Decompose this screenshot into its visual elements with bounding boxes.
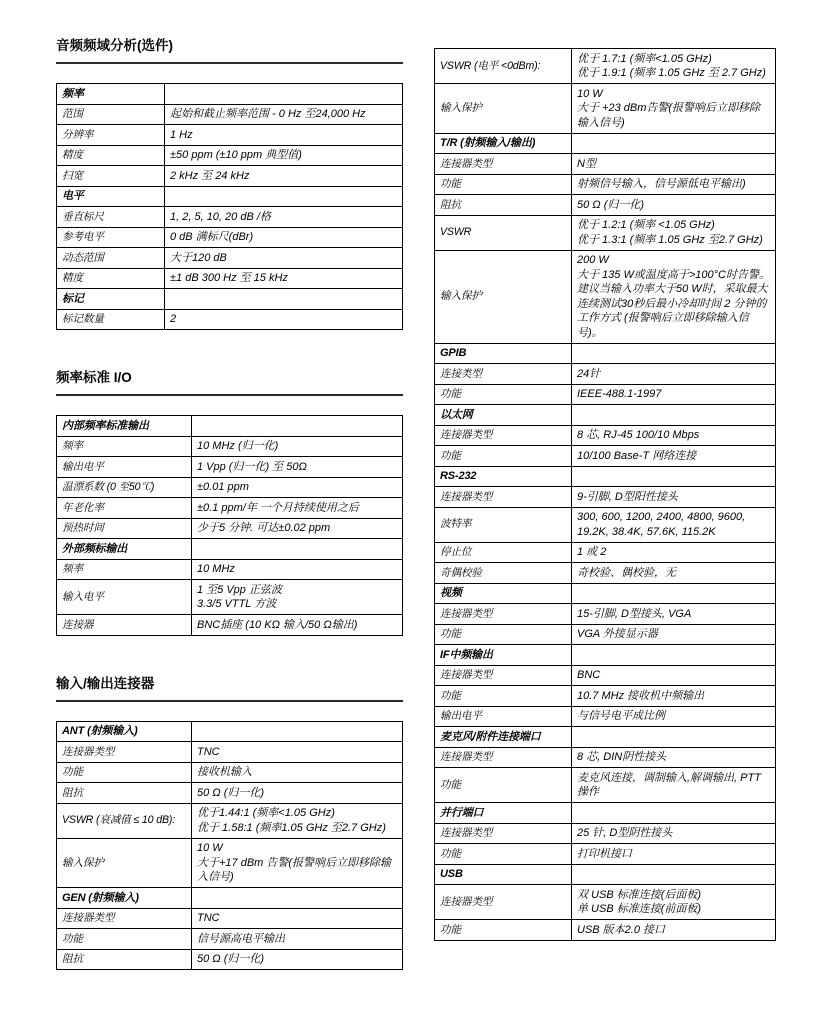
spec-value — [572, 844, 776, 865]
spec-label: 温漂系数 (0 至50℃) — [57, 477, 192, 498]
spec-value — [572, 384, 776, 405]
subsection-header-spacer — [572, 343, 776, 364]
spec-label: 连接器类型 — [435, 604, 572, 625]
spec-value — [572, 84, 776, 134]
spec-value — [572, 215, 776, 250]
subsection-header-label: 电平 — [57, 186, 165, 207]
spec-row — [435, 195, 776, 216]
spec-value — [192, 838, 403, 888]
spec-label: 连接器类型 — [435, 665, 572, 686]
spec-row — [435, 665, 776, 686]
subsection-header-spacer — [572, 583, 776, 604]
spec-value-line: 大于 135 W或温度高于>100°C时告警。建议当输入功率大于50 W时，采取最大连续测试30秒后最小冷却时间 2 分钟的工作方式 (报警响后立即移除输入信号)。 — [577, 268, 770, 339]
spec-value-line: ±50 ppm (±10 ppm 典型值) — [170, 149, 302, 161]
table-subsection-row — [57, 289, 403, 310]
spec-row — [435, 154, 776, 175]
spec-value-line: 10 MHz — [197, 563, 235, 575]
spec-row — [435, 487, 776, 508]
spec-value — [192, 742, 403, 763]
spec-value-line: IEEE-488.1-1997 — [577, 388, 662, 400]
subsection-header-label: 标记 — [57, 289, 165, 310]
spec-label: 标记数量 — [57, 309, 165, 330]
section-title: 频率标准 I/O — [56, 370, 132, 385]
spec-value-line: 10.7 MHz 接收机中频输出 — [577, 689, 705, 702]
spec-row — [435, 425, 776, 446]
subsection-header-spacer — [165, 84, 403, 105]
subsection-header-label: 麦克风/附件连接端口 — [435, 727, 572, 748]
spec-value-line: 优于 1.9:1 (频率 1.05 GHz 至 2.7 GHz) — [577, 67, 766, 79]
subsection-header-spacer — [572, 466, 776, 487]
section-title-rule — [56, 700, 403, 702]
section-io-connectors — [56, 676, 403, 971]
spec-label: 精度 — [57, 145, 165, 166]
spec-label: 输入保护 — [435, 250, 572, 343]
section-frequency-standard-io — [56, 370, 403, 636]
spec-value-line: 1 或 2 — [577, 546, 607, 558]
subsection-header-label: 以太网 — [435, 405, 572, 426]
spec-row — [57, 145, 403, 166]
table-subsection-row — [435, 466, 776, 487]
spec-value — [572, 624, 776, 645]
spec-row — [57, 309, 403, 330]
spec-row — [57, 518, 403, 539]
subsection-header-spacer — [572, 803, 776, 824]
spec-value-line: 优于 1.3:1 (频率 1.05 GHz 至2.7 GHz) — [577, 233, 763, 246]
spec-row — [57, 783, 403, 804]
spec-label: 阻抗 — [57, 949, 192, 970]
spec-value — [572, 174, 776, 195]
table-subsection-row — [57, 84, 403, 105]
spec-value-line: 射频信号输入，信号源低电平输出) — [577, 178, 746, 190]
spec-value — [165, 268, 403, 289]
spec-value-line: 8 芯, DIN阴性接头 — [577, 751, 667, 763]
spec-value-line: VGA 外接显示器 — [577, 628, 658, 640]
spec-value-line: 300, 600, 1200, 2400, 4800, 9600, 19.2K, 38.4K, 57.6K, 115.2K — [577, 511, 746, 538]
spec-value — [572, 604, 776, 625]
spec-label: 输入保护 — [57, 838, 192, 888]
spec-row — [57, 268, 403, 289]
subsection-header-spacer — [572, 864, 776, 885]
spec-label: 精度 — [57, 268, 165, 289]
spec-value-line: 2 — [170, 313, 177, 325]
spec-row — [57, 248, 403, 269]
spec-label: 功能 — [435, 446, 572, 467]
spec-value — [572, 542, 776, 563]
subsection-header-label: 频率 — [57, 84, 165, 105]
subsection-header-label: ANT (射频输入) — [57, 721, 192, 742]
spec-value-line: 打印机接口 — [577, 847, 632, 860]
spec-value-line: 麦克风连接，调制输入,解调输出, PTT 操作 — [577, 771, 761, 798]
spec-value — [572, 195, 776, 216]
spec-value-line: 50 Ω (归一化) — [197, 953, 265, 965]
spec-value — [572, 154, 776, 175]
spec-value-line: ±0.1 ppm/年 一个月持续使用之后 — [197, 501, 359, 514]
spec-row — [435, 542, 776, 563]
frequency-standard-io-table — [56, 415, 403, 636]
subsection-header-label: GEN (射频输入) — [57, 888, 192, 909]
spec-value-line: 优于 1.2:1 (频率 <1.05 GHz) — [577, 219, 715, 231]
spec-label: 奇偶校验 — [435, 563, 572, 584]
spec-label: 连接器类型 — [57, 742, 192, 763]
spec-value — [192, 908, 403, 929]
spec-value — [572, 665, 776, 686]
spec-value — [192, 615, 403, 636]
spec-row — [435, 250, 776, 343]
spec-value — [572, 885, 776, 920]
table-subsection-row — [57, 416, 403, 437]
section-title-rule — [56, 394, 403, 396]
section-audio-analysis — [56, 38, 403, 330]
spec-row — [435, 384, 776, 405]
spec-value — [165, 166, 403, 187]
spec-value — [165, 145, 403, 166]
spec-label: 功能 — [435, 768, 572, 803]
section-title-rule — [56, 62, 403, 64]
table-subsection-row — [57, 539, 403, 560]
spec-value — [572, 364, 776, 385]
spec-value-line: 1 Vpp (归一化) 至 50Ω — [197, 460, 307, 473]
spec-row — [57, 742, 403, 763]
spec-label: 阻抗 — [57, 783, 192, 804]
spec-value-line: 信号源高电平输出 — [197, 932, 285, 945]
spec-value — [165, 248, 403, 269]
spec-label: 功能 — [435, 686, 572, 707]
spec-value-line: 50 Ω (归一化) — [197, 786, 265, 799]
subsection-header-label: IF中频输出 — [435, 645, 572, 666]
spec-label: 功能 — [57, 762, 192, 783]
spec-value-line: 少于5 分钟. 可达±0.02 ppm — [197, 522, 331, 534]
subsection-header-spacer — [165, 289, 403, 310]
spec-value — [572, 686, 776, 707]
spec-value-line: 起始和截止频率范围 - 0 Hz 至24,000 Hz — [170, 108, 366, 120]
subsection-header-label: T/R (射频输入/输出) — [435, 133, 572, 154]
spec-row — [435, 563, 776, 584]
spec-row — [435, 686, 776, 707]
table-subsection-row — [57, 721, 403, 742]
spec-label: 阻抗 — [435, 195, 572, 216]
spec-value — [572, 563, 776, 584]
spec-row — [57, 125, 403, 146]
audio-analysis-table — [56, 83, 403, 330]
spec-value-line: 10 W — [577, 87, 603, 100]
spec-row — [57, 838, 403, 888]
spec-value-line: BNC插座 (10 KΩ 输入/50 Ω输出) — [197, 618, 358, 631]
spec-value-line: 大于120 dB — [170, 251, 227, 264]
spec-row — [435, 844, 776, 865]
spec-row — [57, 166, 403, 187]
spec-row — [435, 446, 776, 467]
table-subsection-row — [435, 645, 776, 666]
table-subsection-row — [57, 888, 403, 909]
subsection-header-spacer — [572, 405, 776, 426]
spec-value-line: 1 Hz — [170, 128, 193, 141]
subsection-header-label: 视频 — [435, 583, 572, 604]
subsection-header-label: 外部频标输出 — [57, 539, 192, 560]
spec-label: 扫宽 — [57, 166, 165, 187]
spec-row — [57, 929, 403, 950]
spec-value — [192, 457, 403, 478]
io-connectors-table-continued — [434, 48, 776, 941]
spec-row — [435, 364, 776, 385]
spec-label: 连接器类型 — [435, 487, 572, 508]
spec-row — [57, 949, 403, 970]
spec-label: 频率 — [57, 559, 192, 580]
spec-value — [192, 803, 403, 838]
spec-row — [435, 823, 776, 844]
table-subsection-row — [435, 133, 776, 154]
spec-value-line: USB 版本2.0 接口 — [577, 923, 666, 936]
subsection-header-label: 内部频率标准输出 — [57, 416, 192, 437]
spec-row — [57, 207, 403, 228]
spec-value — [192, 580, 403, 615]
subsection-header-spacer — [192, 888, 403, 909]
spec-value — [572, 446, 776, 467]
spec-label: 输出电平 — [57, 457, 192, 478]
subsection-header-spacer — [165, 186, 403, 207]
spec-value — [192, 762, 403, 783]
spec-label: 参考电平 — [57, 227, 165, 248]
subsection-header-label: USB — [435, 864, 572, 885]
spec-label: 功能 — [435, 920, 572, 941]
spec-value-line: TNC — [197, 745, 220, 758]
spec-value-line: 10/100 Base-T 网络连接 — [577, 449, 697, 462]
spec-value — [165, 125, 403, 146]
spec-row — [57, 436, 403, 457]
spec-label: 垂直标尺 — [57, 207, 165, 228]
subsection-header-spacer — [572, 645, 776, 666]
spec-label: 动态范围 — [57, 248, 165, 269]
spec-row — [57, 559, 403, 580]
spec-value — [572, 768, 776, 803]
spec-row — [57, 908, 403, 929]
spec-value-line: 优于 1.58:1 (频率1.05 GHz 至2.7 GHz) — [197, 821, 386, 834]
spec-label: 连接器类型 — [435, 823, 572, 844]
spec-value-line: 10 W — [197, 842, 223, 854]
spec-value — [192, 929, 403, 950]
spec-value — [192, 498, 403, 519]
spec-value-line: 单 USB 标准连接(前面板) — [577, 903, 702, 915]
right-column — [434, 48, 776, 941]
spec-value — [165, 104, 403, 125]
spec-value — [165, 309, 403, 330]
spec-row — [435, 84, 776, 134]
spec-label: 范围 — [57, 104, 165, 125]
subsection-header-spacer — [572, 133, 776, 154]
spec-row — [57, 104, 403, 125]
spec-value-line: 2 kHz 至 24 kHz — [170, 169, 250, 182]
spec-value — [165, 227, 403, 248]
spec-value — [192, 436, 403, 457]
subsection-header-label: GPIB — [435, 343, 572, 364]
subsection-header-spacer — [192, 539, 403, 560]
spec-label: 频率 — [57, 436, 192, 457]
spec-value-line: TNC — [197, 912, 220, 924]
spec-value-line: 双 USB 标准连接(后面板) — [577, 888, 702, 901]
spec-value-line: 1 至5 Vpp 正弦波 — [197, 583, 282, 596]
spec-label: 连接器类型 — [435, 747, 572, 768]
spec-row — [57, 498, 403, 519]
spec-value — [192, 559, 403, 580]
spec-row — [435, 624, 776, 645]
spec-label: 功能 — [435, 844, 572, 865]
spec-label: 预热时间 — [57, 518, 192, 539]
section-title: 输入/输出连接器 — [56, 675, 155, 691]
spec-row — [435, 885, 776, 920]
spec-row — [57, 615, 403, 636]
subsection-header-label: 并行端口 — [435, 803, 572, 824]
spec-value-line: 大于+17 dBm 告警(报警响后立即移除输入信号) — [197, 856, 392, 883]
spec-value — [165, 207, 403, 228]
section-title: 音频频域分析(选件) — [56, 38, 173, 53]
spec-value-line: 1, 2, 5, 10, 20 dB /格 — [170, 210, 271, 223]
spec-value-line: 50 Ω (归一化) — [577, 198, 645, 211]
spec-label: 分辨率 — [57, 125, 165, 146]
spec-value — [572, 250, 776, 343]
spec-value-line: ±1 dB 300 Hz 至 15 kHz — [170, 272, 288, 284]
spec-value-line: 25 针, D型阴性接头 — [577, 827, 673, 839]
left-column — [56, 38, 403, 1010]
spec-value-line: 3.3/5 VTTL 方波 — [197, 598, 277, 610]
io-connectors-table — [56, 721, 403, 971]
spec-label: 连接器类型 — [435, 885, 572, 920]
spec-row — [435, 507, 776, 542]
spec-value — [192, 783, 403, 804]
spec-row — [57, 803, 403, 838]
spec-value — [572, 425, 776, 446]
spec-value — [572, 920, 776, 941]
spec-value-line: 优于 1.7:1 (频率<1.05 GHz) — [577, 52, 712, 65]
spec-value-line: N型 — [577, 157, 596, 170]
spec-label: 波特率 — [435, 507, 572, 542]
subsection-header-spacer — [192, 416, 403, 437]
table-subsection-row — [435, 803, 776, 824]
spec-value-line: 接收机输入 — [197, 766, 252, 778]
spec-label: 连接器 — [57, 615, 192, 636]
spec-value — [572, 507, 776, 542]
spec-value-line: 奇校验、偶校验，无 — [577, 566, 676, 579]
spec-label: 连接器类型 — [435, 154, 572, 175]
table-subsection-row — [435, 864, 776, 885]
spec-value-line: 10 MHz (归一化) — [197, 440, 279, 452]
spec-label: 年老化率 — [57, 498, 192, 519]
spec-value-line: 与信号电平成比例 — [577, 710, 665, 722]
spec-value — [572, 747, 776, 768]
spec-row — [435, 215, 776, 250]
spec-row — [57, 227, 403, 248]
table-subsection-row — [435, 405, 776, 426]
spec-row — [435, 604, 776, 625]
spec-value-line: 15-引脚, D型接头, VGA — [577, 607, 692, 620]
subsection-header-label: RS-232 — [435, 466, 572, 487]
spec-row — [435, 768, 776, 803]
spec-label: VSWR — [435, 215, 572, 250]
table-subsection-row — [435, 343, 776, 364]
spec-value-line: 200 W — [577, 254, 609, 266]
spec-label: 输入电平 — [57, 580, 192, 615]
spec-value — [572, 706, 776, 727]
spec-value — [192, 518, 403, 539]
spec-label: 停止位 — [435, 542, 572, 563]
table-subsection-row — [435, 727, 776, 748]
spec-label: 连接类型 — [435, 364, 572, 385]
spec-row — [435, 747, 776, 768]
spec-label: 功能 — [435, 174, 572, 195]
spec-value — [572, 49, 776, 84]
spec-value-line: ±0.01 ppm — [197, 481, 249, 493]
spec-row — [57, 762, 403, 783]
subsection-header-spacer — [572, 727, 776, 748]
spec-value-line: 优于1.44:1 (频率<1.05 GHz) — [197, 807, 335, 819]
spec-label: 功能 — [435, 624, 572, 645]
spec-row — [435, 706, 776, 727]
spec-value — [192, 949, 403, 970]
table-subsection-row — [435, 583, 776, 604]
spec-row — [57, 457, 403, 478]
spec-label: 功能 — [435, 384, 572, 405]
spec-value-line: 9-引脚, D型阳性接头 — [577, 490, 678, 503]
subsection-header-spacer — [192, 721, 403, 742]
spec-label: 连接器类型 — [57, 908, 192, 929]
spec-row — [57, 477, 403, 498]
spec-label: 功能 — [57, 929, 192, 950]
spec-value-line: 大于 +23 dBm告警(报警响后立即移除输入信号) — [577, 102, 761, 129]
spec-value-line: 8 芯, RJ-45 100/10 Mbps — [577, 429, 700, 441]
spec-label: 输出电平 — [435, 706, 572, 727]
spec-label: 连接器类型 — [435, 425, 572, 446]
spec-value-line: 0 dB 满标尺(dBr) — [170, 231, 254, 243]
spec-row — [435, 49, 776, 84]
spec-label: VSWR (电平 <0dBm): — [435, 49, 572, 84]
spec-row — [57, 580, 403, 615]
spec-value-line: 24针 — [577, 367, 601, 380]
spec-label: VSWR (衰减值 ≤ 10 dB): — [57, 803, 192, 838]
spec-row — [435, 920, 776, 941]
spec-label: 输入保护 — [435, 84, 572, 134]
spec-value — [192, 477, 403, 498]
spec-value — [572, 823, 776, 844]
spec-row — [435, 174, 776, 195]
spec-value-line: BNC — [577, 669, 601, 681]
table-subsection-row — [57, 186, 403, 207]
spec-value — [572, 487, 776, 508]
